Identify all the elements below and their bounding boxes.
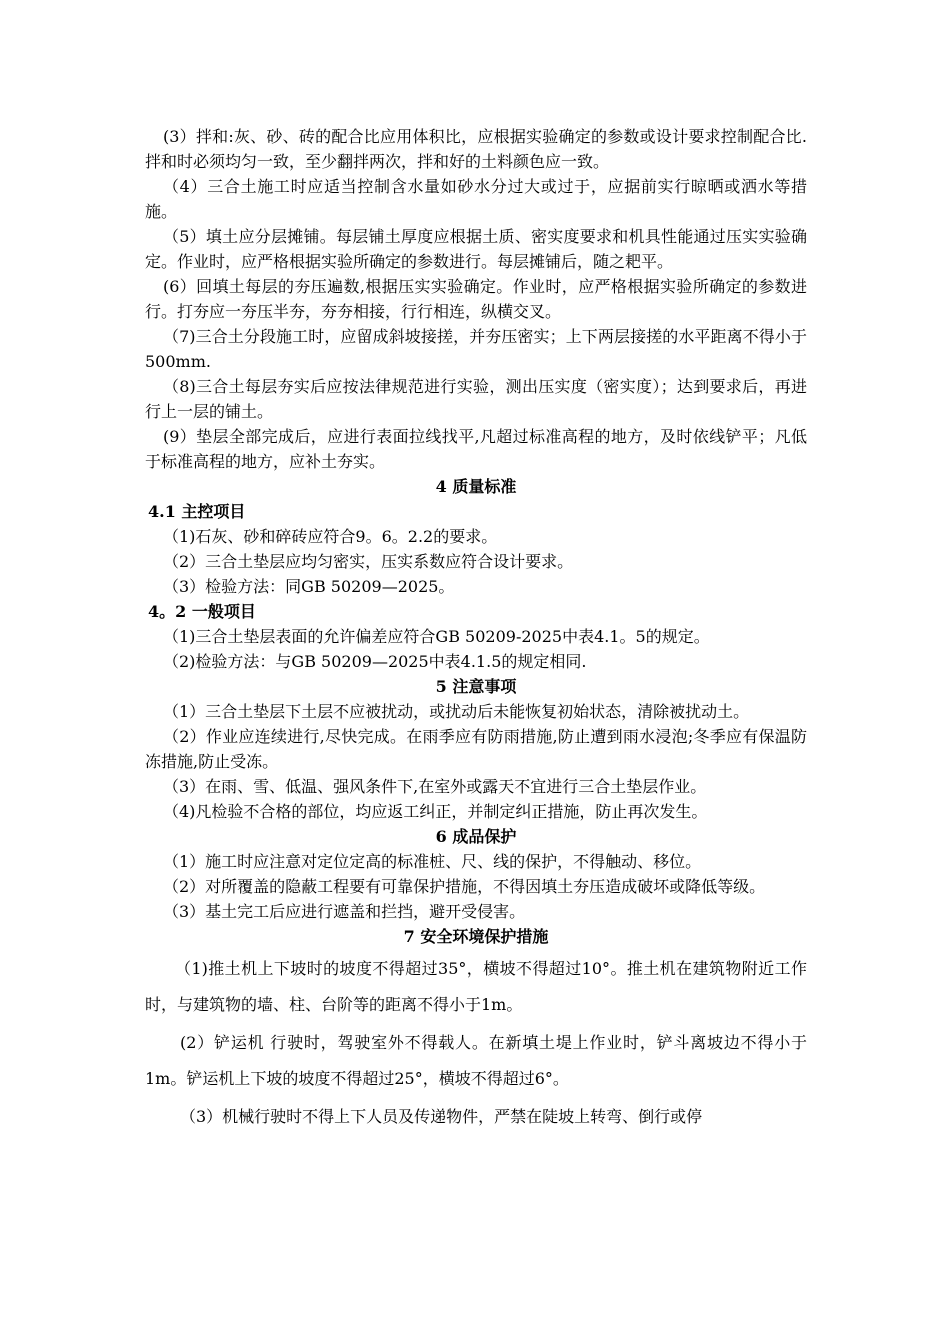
paragraph-8: （8)三合土每层夯实后应按法律规范进行实验，测出压实度（密实度）；达到要求后，再进行上一层的铺土。 bbox=[145, 377, 807, 421]
document-body bbox=[145, 124, 807, 1135]
subsection-4-1-heading: 4.1 主控项目 bbox=[148, 502, 246, 521]
section-4-heading: 4 质量标准 bbox=[435, 477, 517, 496]
list-item: （3）在雨、雪、低温、强风条件下,在室外或露天不宜进行三合土垫层作业。 bbox=[163, 777, 707, 796]
list-item: （2)检验方法：与GB 50209—2025中表4.1.5的规定相同. bbox=[163, 652, 587, 671]
list-item: （4)凡检验不合格的部位，均应返工纠正，并制定纠正措施，防止再次发生。 bbox=[163, 802, 708, 821]
paragraph-9: (9）垫层全部完成后，应进行表面拉线找平,凡超过标准高程的地方，及时依线铲平；凡低于标准高程的地方，应补土夯实。 bbox=[145, 427, 807, 471]
list-item: （3）基土完工后应进行遮盖和拦挡，避开受侵害。 bbox=[163, 902, 526, 921]
section-7-heading: 7 安全环境保护措施 bbox=[403, 927, 549, 946]
paragraph-6: (6）回填土每层的夯压遍数,根据压实实验确定。作业时，应严格根据实验所确定的参数进行。打夯应一夯压半夯，夯夯相接，行行相连，纵横交叉。 bbox=[145, 277, 807, 321]
list-item: （1)石灰、砂和碎砖应符合9。6。2.2的要求。 bbox=[163, 527, 498, 546]
list-item: （3）检验方法：同GB 50209—2025。 bbox=[163, 577, 455, 596]
paragraph-3: (3）拌和:灰、砂、砖的配合比应用体积比，应根据实验确定的参数或设计要求控制配合比.拌和时必须均匀一致，至少翻拌两次，拌和好的土料颜色应一致。 bbox=[145, 127, 807, 171]
section-5-heading: 5 注意事项 bbox=[435, 677, 517, 696]
list-item: （3）机械行驶时不得上下人员及传递物件，严禁在陡坡上转弯、倒行或停 bbox=[180, 1107, 703, 1126]
list-item: （1)三合土垫层表面的允许偏差应符合GB 50209-2025中表4.1。5的规定。 bbox=[163, 627, 710, 646]
list-item: （2）对所覆盖的隐蔽工程要有可靠保护措施，不得因填土夯压造成破坏或降低等级。 bbox=[163, 877, 766, 896]
list-item: （1)推土机上下坡时的坡度不得超过35°，横坡不得超过10°。推土机在建筑物附近工作时，与建筑物的墙、柱、台阶等的距离不得小于1m。 bbox=[145, 959, 807, 1014]
list-item: （1）三合土垫层下土层不应被扰动，或扰动后未能恢复初始状态，清除被扰动土。 bbox=[163, 702, 750, 721]
subsection-4-2-heading: 4。2 一般项目 bbox=[148, 602, 256, 621]
list-item: （2）三合土垫层应均匀密实，压实系数应符合设计要求。 bbox=[163, 552, 574, 571]
section-6-heading: 6 成品保护 bbox=[435, 827, 517, 846]
list-item: （1）施工时应注意对定位定高的标准桩、尺、线的保护，不得触动、移位。 bbox=[163, 852, 702, 871]
paragraph-4: （4）三合土施工时应适当控制含水量如砂水分过大或过于，应据前实行晾晒或洒水等措施。 bbox=[145, 177, 807, 221]
paragraph-5: （5）填土应分层摊铺。每层铺土厚度应根据土质、密实度要求和机具性能通过压实实验确定。作业时，应严格根据实验所确定的参数进行。每层摊铺后，随之耙平。 bbox=[145, 227, 807, 271]
list-item: (2）铲运机 行驶时，驾驶室外不得载人。在新填土堤上作业时，铲斗离坡边不得小于1m。铲运机上下坡的坡度不得超过25°，横坡不得超过6°。 bbox=[145, 1033, 807, 1088]
list-item: （2）作业应连续进行,尽快完成。在雨季应有防雨措施,防止遭到雨水浸泡;冬季应有保温防冻措施,防止受冻。 bbox=[145, 727, 807, 771]
paragraph-7: （7)三合土分段施工时，应留成斜坡接搓，并夯压密实；上下两层接搓的水平距离不得小于500mm. bbox=[145, 327, 807, 371]
